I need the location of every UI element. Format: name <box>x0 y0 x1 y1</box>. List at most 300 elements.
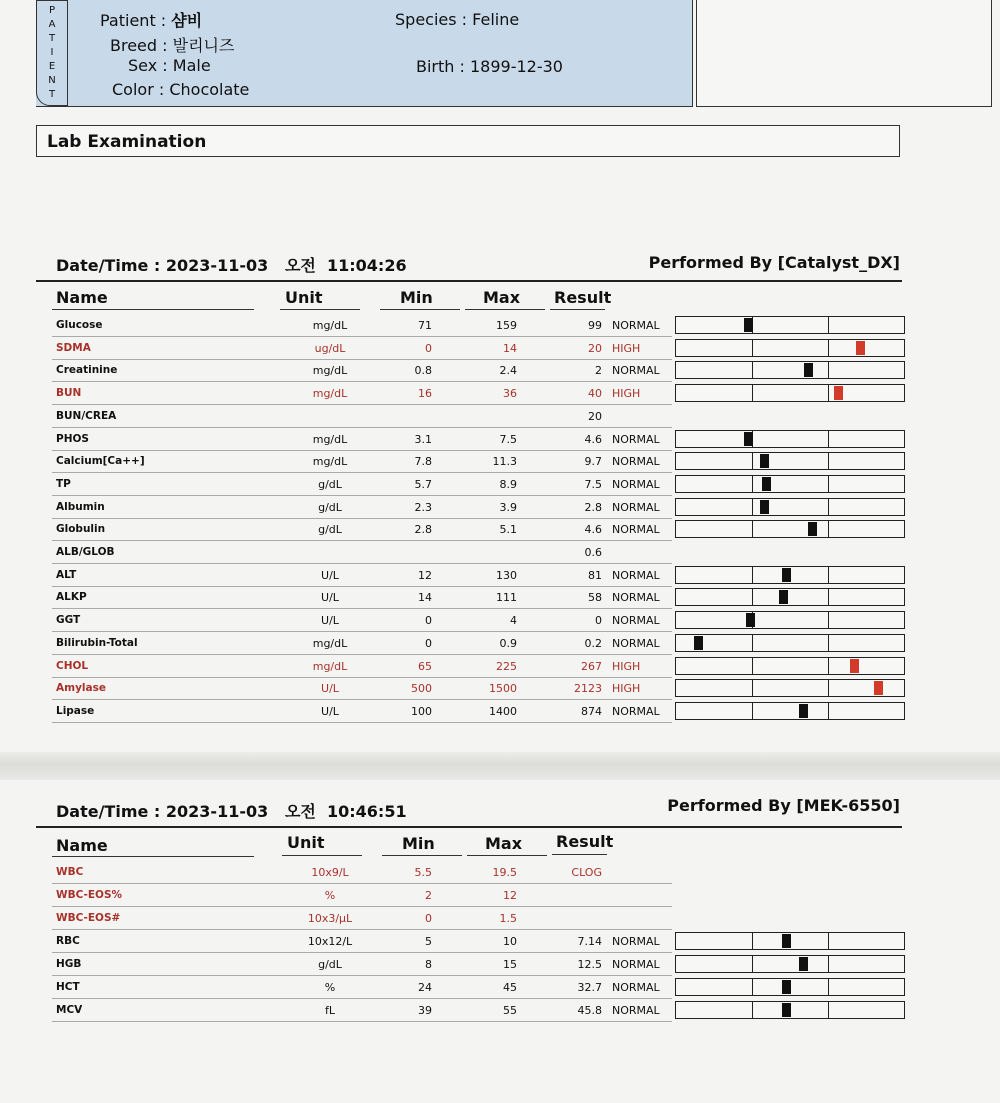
test-result: 12.5 <box>577 958 602 971</box>
test-unit: mg/dL <box>312 660 348 673</box>
test-min: 2 <box>425 889 432 902</box>
test-min: 39 <box>418 1004 432 1017</box>
sex-value: Male <box>172 56 211 75</box>
header-rule <box>282 855 362 856</box>
range-bar <box>675 955 905 973</box>
test-flag: NORMAL <box>612 319 660 332</box>
test-flag: NORMAL <box>612 981 660 994</box>
test-unit: 10x9/L <box>311 866 349 879</box>
range-bar-divider <box>752 521 753 537</box>
sex-field <box>128 56 211 75</box>
range-bar-divider <box>828 362 829 378</box>
test-min: 5 <box>425 935 432 948</box>
test-max: 225 <box>496 660 517 673</box>
range-marker <box>782 980 791 994</box>
patient-tab <box>36 0 68 106</box>
header-name: Name <box>56 836 108 855</box>
header-rule <box>380 309 460 310</box>
test-name: WBC-EOS% <box>56 889 123 901</box>
test-name: GGT <box>56 614 81 626</box>
range-marker <box>782 568 791 582</box>
test-min: 71 <box>418 319 432 332</box>
section2-performed-by: Performed By [MEK-6550] <box>667 796 900 815</box>
header-min: Min <box>400 288 433 307</box>
test-flag: NORMAL <box>612 569 660 582</box>
birth-value: 1899-12-30 <box>469 57 563 76</box>
range-marker <box>746 613 755 627</box>
header-name: Name <box>56 288 108 307</box>
row-divider <box>52 952 672 953</box>
header-unit: Unit <box>287 833 325 852</box>
test-flag: NORMAL <box>612 614 660 627</box>
table-row <box>52 519 672 541</box>
table-row <box>52 885 672 907</box>
row-divider <box>52 1021 672 1022</box>
test-max: 0.9 <box>499 637 517 650</box>
table-row <box>52 656 672 678</box>
test-unit: % <box>324 981 336 994</box>
range-bar <box>675 361 905 379</box>
range-bar <box>675 452 905 470</box>
test-max: 3.9 <box>499 501 517 514</box>
test-unit: mg/dL <box>312 455 348 468</box>
test-result: 99 <box>588 319 602 332</box>
test-result: 2123 <box>574 682 602 695</box>
header-max: Max <box>483 288 521 307</box>
row-divider <box>52 608 672 609</box>
test-unit: U/L <box>321 614 339 627</box>
test-flag: NORMAL <box>612 935 660 948</box>
test-max: 1400 <box>489 705 517 718</box>
test-min: 5.7 <box>414 478 432 491</box>
test-result: 2.8 <box>584 501 602 514</box>
sex-label: Sex : <box>128 56 168 75</box>
test-min: 16 <box>418 387 432 400</box>
test-flag: HIGH <box>612 660 641 673</box>
table-row <box>52 565 672 587</box>
range-bar-divider <box>752 635 753 651</box>
test-flag: HIGH <box>612 682 641 695</box>
test-result: 0 <box>595 614 602 627</box>
table-row <box>52 542 672 564</box>
test-unit: mg/dL <box>312 319 348 332</box>
birth-field <box>416 57 563 76</box>
range-bar-divider <box>752 979 753 995</box>
test-flag: NORMAL <box>612 637 660 650</box>
header-rule <box>465 309 545 310</box>
header-rule <box>52 856 254 857</box>
range-marker <box>744 432 753 446</box>
header-result: Result <box>556 832 614 851</box>
range-bar-divider <box>828 589 829 605</box>
test-flag: HIGH <box>612 342 641 355</box>
test-max: 45 <box>503 981 517 994</box>
range-marker <box>782 934 791 948</box>
test-result: 9.7 <box>584 455 602 468</box>
range-bar-divider <box>828 933 829 949</box>
test-max: 14 <box>503 342 517 355</box>
range-marker <box>779 590 788 604</box>
test-flag: NORMAL <box>612 958 660 971</box>
test-name: SDMA <box>56 342 91 354</box>
row-divider <box>52 563 672 564</box>
test-unit: mg/dL <box>312 433 348 446</box>
range-bar-divider <box>828 635 829 651</box>
header-result: Result <box>554 288 612 307</box>
range-marker <box>874 681 883 695</box>
range-bar-divider <box>828 658 829 674</box>
header-min: Min <box>402 834 435 853</box>
test-max: 5.1 <box>499 523 517 536</box>
test-flag: NORMAL <box>612 501 660 514</box>
range-bar <box>675 588 905 606</box>
table-row <box>52 678 672 700</box>
row-divider <box>52 427 672 428</box>
test-name: HGB <box>56 958 82 970</box>
test-result: 32.7 <box>577 981 602 994</box>
range-bar-divider <box>828 453 829 469</box>
row-divider <box>52 495 672 496</box>
row-divider <box>52 699 672 700</box>
row-divider <box>52 929 672 930</box>
range-bar-divider <box>828 567 829 583</box>
range-bar-divider <box>752 567 753 583</box>
table-row <box>52 633 672 655</box>
test-min: 8 <box>425 958 432 971</box>
test-name: ALKP <box>56 591 87 603</box>
test-max: 15 <box>503 958 517 971</box>
range-marker <box>694 636 703 650</box>
range-marker <box>782 1003 791 1017</box>
table-row <box>52 451 672 473</box>
table-row <box>52 406 672 428</box>
test-min: 0 <box>425 614 432 627</box>
table-row <box>52 474 672 496</box>
test-max: 159 <box>496 319 517 332</box>
test-max: 8.9 <box>499 478 517 491</box>
range-bar-divider <box>828 1002 829 1018</box>
header-rule <box>280 309 360 310</box>
species-value: Feline <box>472 10 520 29</box>
range-bar-divider <box>828 680 829 696</box>
tab-letter: N <box>48 75 56 86</box>
range-bar-divider <box>828 340 829 356</box>
test-unit: U/L <box>321 682 339 695</box>
test-result: 45.8 <box>577 1004 602 1017</box>
species-label: Species : <box>395 10 468 29</box>
color-field <box>112 80 249 99</box>
range-bar-divider <box>828 612 829 628</box>
test-min: 0.8 <box>414 364 432 377</box>
row-divider <box>52 472 672 473</box>
test-result: 20 <box>588 410 602 423</box>
range-bar-divider <box>828 979 829 995</box>
test-flag: NORMAL <box>612 591 660 604</box>
test-min: 500 <box>411 682 432 695</box>
test-max: 130 <box>496 569 517 582</box>
test-max: 1.5 <box>499 912 517 925</box>
header-max: Max <box>485 834 523 853</box>
row-divider <box>52 631 672 632</box>
test-flag: NORMAL <box>612 478 660 491</box>
range-marker <box>762 477 771 491</box>
test-name: WBC <box>56 866 84 878</box>
test-unit: g/dL <box>318 958 342 971</box>
test-min: 100 <box>411 705 432 718</box>
range-bar <box>675 498 905 516</box>
table-row <box>52 862 672 884</box>
patient-name-field <box>100 8 202 31</box>
section2-rule <box>36 826 902 828</box>
test-unit: ug/dL <box>314 342 346 355</box>
test-result: 7.5 <box>584 478 602 491</box>
range-bar-divider <box>752 658 753 674</box>
table-row <box>52 1000 672 1022</box>
range-bar <box>675 475 905 493</box>
test-min: 65 <box>418 660 432 673</box>
range-bar-divider <box>752 453 753 469</box>
tab-letter: A <box>48 19 56 30</box>
range-bar <box>675 978 905 996</box>
range-bar-divider <box>828 703 829 719</box>
row-divider <box>52 998 672 999</box>
test-min: 5.5 <box>414 866 432 879</box>
range-bar <box>675 657 905 675</box>
row-divider <box>52 722 672 723</box>
range-bar-divider <box>828 385 829 401</box>
test-result: 267 <box>581 660 602 673</box>
test-name: RBC <box>56 935 80 947</box>
range-bar <box>675 679 905 697</box>
row-divider <box>52 975 672 976</box>
range-bar-divider <box>752 589 753 605</box>
range-marker <box>850 659 859 673</box>
test-name: Amylase <box>56 682 106 694</box>
table-row <box>52 383 672 405</box>
test-result: 4.6 <box>584 523 602 536</box>
table-row <box>52 429 672 451</box>
range-bar-divider <box>828 956 829 972</box>
test-flag: NORMAL <box>612 364 660 377</box>
datetime-value: 2023-11-03 오전 10:46:51 <box>165 802 407 821</box>
header-unit: Unit <box>285 288 323 307</box>
breed-field <box>110 33 234 56</box>
test-max: 12 <box>503 889 517 902</box>
test-max: 7.5 <box>499 433 517 446</box>
test-flag: NORMAL <box>612 523 660 536</box>
range-marker <box>804 363 813 377</box>
breed-value: 발리니즈 <box>172 36 235 55</box>
test-max: 36 <box>503 387 517 400</box>
row-divider <box>52 654 672 655</box>
header-rule <box>552 854 607 855</box>
species-field <box>395 10 519 29</box>
test-name: BUN/CREA <box>56 410 117 422</box>
test-unit: g/dL <box>318 478 342 491</box>
tab-letter: T <box>48 89 56 100</box>
patient-name-value: 샴비 <box>171 11 203 30</box>
test-name: BUN <box>56 387 82 399</box>
test-unit: 10x12/L <box>307 935 353 948</box>
test-max: 11.3 <box>492 455 517 468</box>
table-row <box>52 360 672 382</box>
range-bar-divider <box>752 362 753 378</box>
datetime-label: Date/Time : <box>56 256 161 275</box>
test-min: 24 <box>418 981 432 994</box>
range-bar <box>675 339 905 357</box>
range-marker <box>799 957 808 971</box>
test-unit: U/L <box>321 705 339 718</box>
range-bar-divider <box>752 499 753 515</box>
test-result: 2 <box>595 364 602 377</box>
test-max: 2.4 <box>499 364 517 377</box>
test-result: 4.6 <box>584 433 602 446</box>
test-name: HCT <box>56 981 80 993</box>
test-name: ALT <box>56 569 77 581</box>
test-result: 874 <box>581 705 602 718</box>
row-divider <box>52 336 672 337</box>
test-min: 12 <box>418 569 432 582</box>
table-row <box>52 610 672 632</box>
test-result: CLOG <box>571 866 602 879</box>
test-result: 40 <box>588 387 602 400</box>
range-bar-divider <box>752 680 753 696</box>
table-row <box>52 315 672 337</box>
test-name: CHOL <box>56 660 89 672</box>
test-name: MCV <box>56 1004 83 1016</box>
tab-letter: E <box>48 61 56 72</box>
test-result: 0.6 <box>584 546 602 559</box>
range-bar-divider <box>828 476 829 492</box>
patient-name-label: Patient : <box>100 11 167 30</box>
range-bar <box>675 430 905 448</box>
breed-label: Breed : <box>110 36 168 55</box>
test-min: 2.3 <box>414 501 432 514</box>
test-name: Globulin <box>56 523 106 535</box>
tab-letter: T <box>48 33 56 44</box>
test-unit: mg/dL <box>312 637 348 650</box>
row-divider <box>52 540 672 541</box>
range-bar-divider <box>752 340 753 356</box>
table-row <box>52 587 672 609</box>
test-result: 81 <box>588 569 602 582</box>
range-marker <box>856 341 865 355</box>
test-min: 3.1 <box>414 433 432 446</box>
range-bar-divider <box>828 499 829 515</box>
range-bar-divider <box>752 476 753 492</box>
lab-examination-title: Lab Examination <box>36 125 900 157</box>
birth-label: Birth : <box>416 57 465 76</box>
test-unit: U/L <box>321 569 339 582</box>
test-max: 4 <box>510 614 517 627</box>
table-row <box>52 497 672 519</box>
range-bar <box>675 634 905 652</box>
test-min: 14 <box>418 591 432 604</box>
range-bar <box>675 611 905 629</box>
test-min: 0 <box>425 637 432 650</box>
color-value: Chocolate <box>169 80 250 99</box>
range-bar <box>675 520 905 538</box>
range-bar <box>675 316 905 334</box>
range-bar <box>675 384 905 402</box>
range-bar-divider <box>752 1002 753 1018</box>
test-max: 19.5 <box>492 866 517 879</box>
test-result: 0.2 <box>584 637 602 650</box>
test-unit: % <box>324 889 336 902</box>
test-name: Bilirubin-Total <box>56 637 138 649</box>
test-max: 111 <box>496 591 517 604</box>
header-rule <box>550 309 605 310</box>
tab-letter: P <box>48 5 56 16</box>
table-row <box>52 954 672 976</box>
header-rule <box>467 855 547 856</box>
test-unit: g/dL <box>318 523 342 536</box>
test-flag: NORMAL <box>612 455 660 468</box>
header-rule <box>382 855 462 856</box>
test-name: WBC-EOS# <box>56 912 121 924</box>
test-max: 1500 <box>489 682 517 695</box>
range-marker <box>760 500 769 514</box>
paper-fold <box>0 752 1000 780</box>
color-label: Color : <box>112 80 165 99</box>
test-unit: mg/dL <box>312 387 348 400</box>
test-flag: NORMAL <box>612 433 660 446</box>
range-bar <box>675 1001 905 1019</box>
test-min: 0 <box>425 342 432 355</box>
row-divider <box>52 404 672 405</box>
test-name: Calcium[Ca++] <box>56 455 145 467</box>
test-result: 7.14 <box>577 935 602 948</box>
range-bar <box>675 932 905 950</box>
range-bar-divider <box>752 703 753 719</box>
range-bar-divider <box>752 956 753 972</box>
test-unit: U/L <box>321 591 339 604</box>
range-marker <box>799 704 808 718</box>
section1-rule <box>36 280 902 282</box>
test-name: Creatinine <box>56 364 118 376</box>
section2-datetime <box>56 799 407 822</box>
test-name: Glucose <box>56 319 103 331</box>
test-unit: fL <box>324 1004 335 1017</box>
test-unit: g/dL <box>318 501 342 514</box>
range-bar-divider <box>752 385 753 401</box>
row-divider <box>52 906 672 907</box>
table-row <box>52 338 672 360</box>
table-row <box>52 977 672 999</box>
test-max: 10 <box>503 935 517 948</box>
test-unit: mg/dL <box>312 364 348 377</box>
test-name: Lipase <box>56 705 95 717</box>
test-min: 0 <box>425 912 432 925</box>
range-bar-divider <box>828 317 829 333</box>
table-row <box>52 701 672 723</box>
test-result: 58 <box>588 591 602 604</box>
row-divider <box>52 883 672 884</box>
tab-letter: I <box>50 47 54 58</box>
test-flag: NORMAL <box>612 1004 660 1017</box>
test-name: ALB/GLOB <box>56 546 115 558</box>
range-bar-divider <box>828 521 829 537</box>
row-divider <box>52 381 672 382</box>
test-unit: 10x3/μL <box>307 912 353 925</box>
range-bar-divider <box>828 431 829 447</box>
test-min: 7.8 <box>414 455 432 468</box>
section1-performed-by: Performed By [Catalyst_DX] <box>648 253 900 272</box>
range-marker <box>744 318 753 332</box>
range-bar <box>675 566 905 584</box>
test-min: 2.8 <box>414 523 432 536</box>
header-rule <box>52 309 254 310</box>
